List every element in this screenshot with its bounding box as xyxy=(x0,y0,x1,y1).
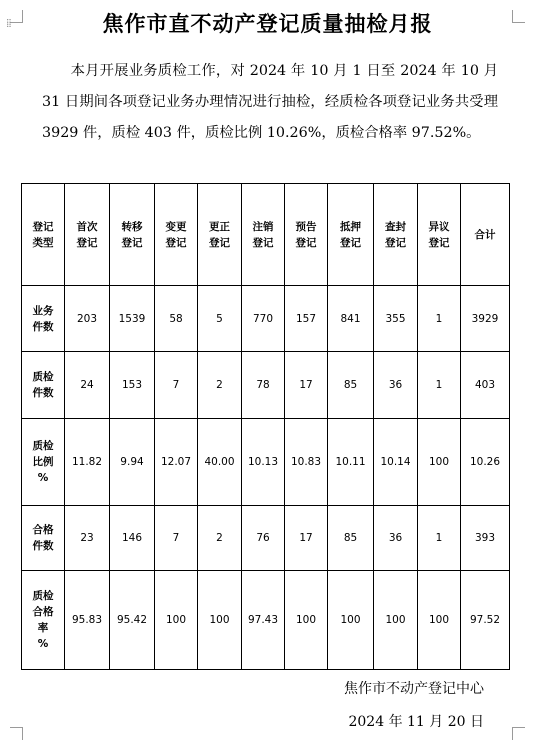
table-cell: 40.00 xyxy=(198,419,242,506)
table-cell: 1539 xyxy=(110,286,155,352)
table-cell: 10.26 xyxy=(461,419,510,506)
table-row xyxy=(22,419,510,506)
table-row xyxy=(22,571,510,670)
table-cell: 100 xyxy=(418,571,461,670)
table-cell: 100 xyxy=(328,571,374,670)
table-cell: 23 xyxy=(65,506,110,571)
table-header-cell: 更正 登记 xyxy=(198,184,242,286)
table-cell: 355 xyxy=(374,286,418,352)
table-cell: 97.52 xyxy=(461,571,510,670)
table-cell: 100 xyxy=(285,571,328,670)
table-cell: 10.14 xyxy=(374,419,418,506)
table-cell: 17 xyxy=(285,506,328,571)
table-cell: 85 xyxy=(328,506,374,571)
table-cell: 58 xyxy=(155,286,198,352)
issue-date: 2024 年 11 月 20 日 xyxy=(348,714,484,730)
table-cell: 393 xyxy=(461,506,510,571)
table-cell: 36 xyxy=(374,352,418,419)
table-cell: 24 xyxy=(65,352,110,419)
row-label-cell: 合格 件数 xyxy=(22,506,65,571)
table-cell: 12.07 xyxy=(155,419,198,506)
row-label-cell: 业务 件数 xyxy=(22,286,65,352)
table-cell: 1 xyxy=(418,286,461,352)
table-cell: 95.83 xyxy=(65,571,110,670)
table-header-cell: 合计 xyxy=(461,184,510,286)
table-cell: 100 xyxy=(418,419,461,506)
table-cell: 403 xyxy=(461,352,510,419)
table-cell: 203 xyxy=(65,286,110,352)
table-cell: 9.94 xyxy=(110,419,155,506)
table-header-cell: 转移 登记 xyxy=(110,184,155,286)
table-cell: 36 xyxy=(374,506,418,571)
intro-paragraph xyxy=(42,56,498,149)
table-header-cell: 异议 登记 xyxy=(418,184,461,286)
table-cell: 100 xyxy=(198,571,242,670)
table-cell: 10.13 xyxy=(242,419,285,506)
table-cell: 5 xyxy=(198,286,242,352)
table-header-cell: 注销 登记 xyxy=(242,184,285,286)
page-title: 焦作市直不动产登记质量抽检月报 xyxy=(102,12,433,36)
intro-text: 本月开展业务质检工作，对 2024 年 10 月 1 日至 2024 年 10 月 31 日期间各项登记业务办理情况进行抽检，经质检各项登记业务共受理 3929 件，质检 403 件，质检比例 10.26%，质检合格率 97.52%。 xyxy=(42,63,498,141)
table-row xyxy=(22,506,510,571)
table-cell: 157 xyxy=(285,286,328,352)
table-cell: 153 xyxy=(110,352,155,419)
table-cell: 841 xyxy=(328,286,374,352)
table-cell: 2 xyxy=(198,506,242,571)
inspection-table xyxy=(21,183,510,670)
table-header-cell: 查封 登记 xyxy=(374,184,418,286)
table-cell: 95.42 xyxy=(110,571,155,670)
row-label-cell: 质检 件数 xyxy=(22,352,65,419)
table-cell: 11.82 xyxy=(65,419,110,506)
table-cell: 100 xyxy=(374,571,418,670)
row-label-cell: 质检 比例 % xyxy=(22,419,65,506)
table-cell: 10.83 xyxy=(285,419,328,506)
table-header-cell: 首次 登记 xyxy=(65,184,110,286)
table-header-cell: 预告 登记 xyxy=(285,184,328,286)
issuing-organization: 焦作市不动产登记中心 xyxy=(344,681,484,697)
table-cell: 770 xyxy=(242,286,285,352)
table-cell: 3929 xyxy=(461,286,510,352)
table-cell: 146 xyxy=(110,506,155,571)
table-cell: 78 xyxy=(242,352,285,419)
table-header-cell: 抵押 登记 xyxy=(328,184,374,286)
table-row xyxy=(22,352,510,419)
table-cell: 2 xyxy=(198,352,242,419)
table-cell: 7 xyxy=(155,352,198,419)
table-header-cell: 登记 类型 xyxy=(22,184,65,286)
table-header-cell: 变更 登记 xyxy=(155,184,198,286)
drag-handle-icon[interactable]: ⁞⁞ xyxy=(6,16,11,30)
table-header-row xyxy=(22,184,510,286)
crop-mark-bottom-right xyxy=(512,727,525,740)
row-label-cell: 质检 合格 率 % xyxy=(22,571,65,670)
table-cell: 10.11 xyxy=(328,419,374,506)
table-cell: 17 xyxy=(285,352,328,419)
table-row xyxy=(22,286,510,352)
table-cell: 85 xyxy=(328,352,374,419)
table-cell: 76 xyxy=(242,506,285,571)
table-cell: 100 xyxy=(155,571,198,670)
table-cell: 7 xyxy=(155,506,198,571)
table-cell: 1 xyxy=(418,352,461,419)
table-cell: 1 xyxy=(418,506,461,571)
table-cell: 97.43 xyxy=(242,571,285,670)
